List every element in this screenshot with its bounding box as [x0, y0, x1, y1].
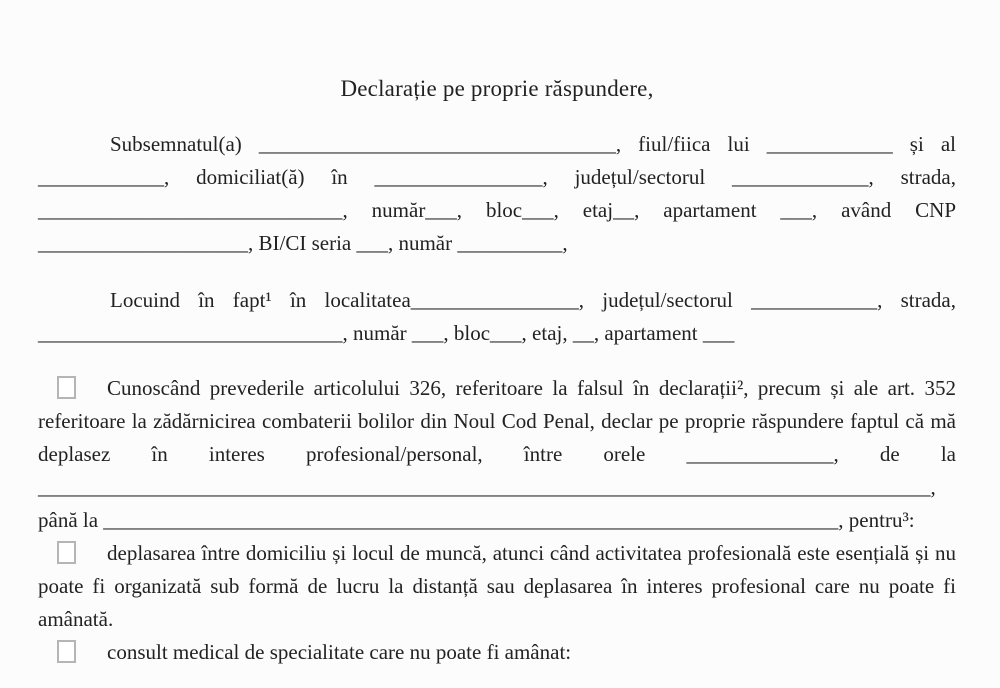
document-title: Declarație pe proprie răspundere,: [340, 76, 654, 101]
paragraph-declaration-text: Cunoscând prevederile articolului 326, referitoare la falsul în declarații², precum și ale art. 352 referitoare la zădărnicirea combaterii bolilor din Noul Cod Penal, declar pe proprie răspundere faptul că mă deplasez în interes profesional/personal, între orele ______________, de la _____________________________________________________________________________________, până la ______________________________________________________________________, pentru³:: [38, 376, 956, 532]
option-work-travel: [38, 537, 956, 636]
paragraph-identity-text: Subsemnatul(a) __________________________________, fiul/fiica lui ____________ și al ____________, domiciliat(ă) în ________________, județul/sectorul _____________, strada, _____________________________, număr___, bloc___, etaj__, apartament ___, având CNP ____________________, BI/CI seria ___, număr __________,: [38, 132, 956, 255]
declaration-checkbox[interactable]: [57, 376, 76, 399]
option-medical-consult: [38, 636, 956, 669]
paragraph-identity: [38, 128, 956, 260]
paragraph-residence: [38, 284, 956, 350]
option-medical-consult-checkbox[interactable]: [57, 640, 76, 663]
paragraph-declaration: [38, 372, 956, 537]
option-work-travel-text: deplasarea între domiciliu și locul de muncă, atunci când activitatea profesională este esențială și nu poate fi organizată sub formă de lucru la distanță sau deplasarea în interes profesional care nu poate fi amânată.: [38, 541, 956, 631]
paragraph-residence-text: Locuind în fapt¹ în localitatea________________, județul/sectorul ____________, strada, _____________________________, număr ___, bloc___, etaj, __, apartament ___: [38, 288, 956, 345]
option-medical-consult-text: consult medical de specialitate care nu poate fi amânat:: [107, 640, 572, 664]
option-work-travel-checkbox[interactable]: [57, 541, 76, 564]
